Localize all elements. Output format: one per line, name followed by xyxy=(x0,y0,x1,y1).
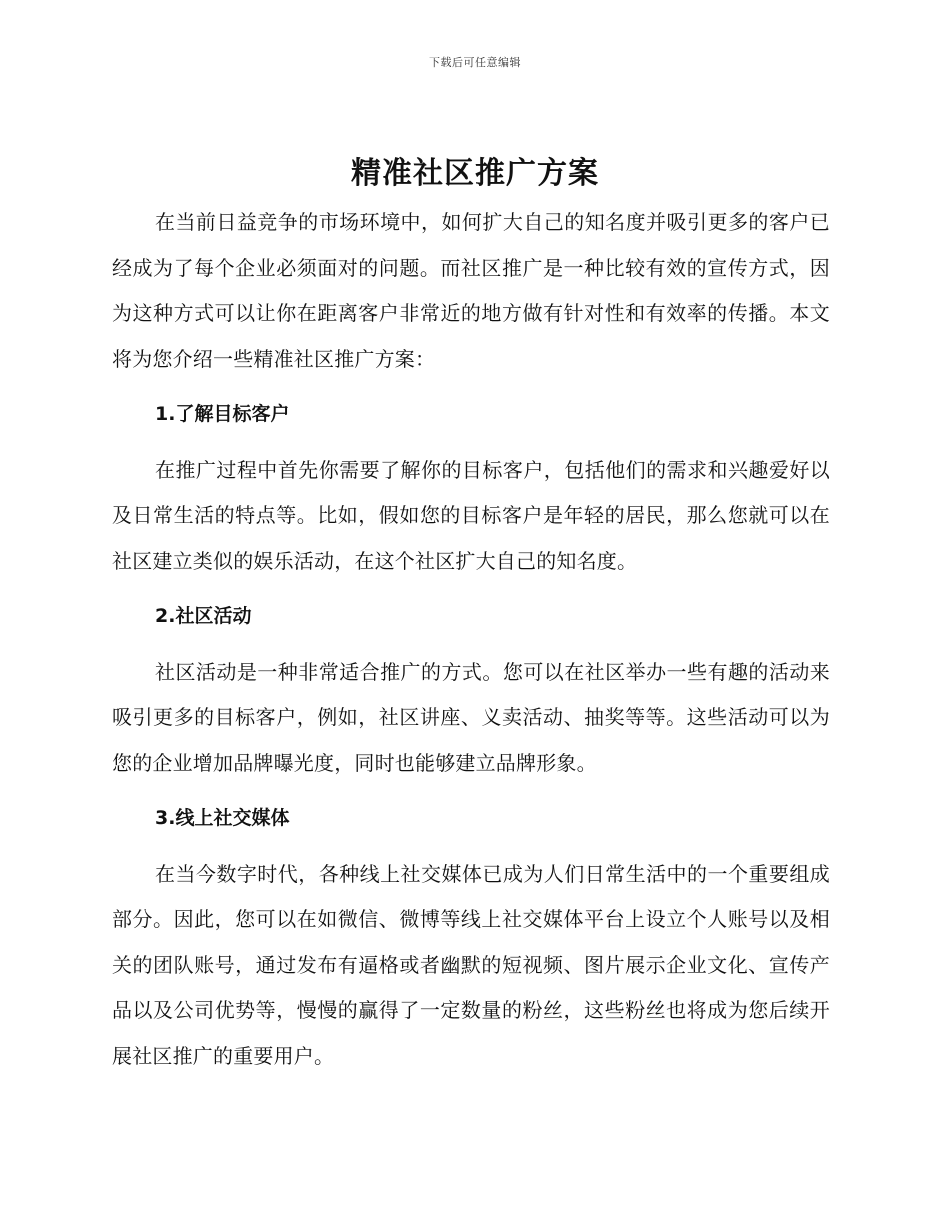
section-heading-community-activities: 2.社区活动 xyxy=(155,605,252,627)
intro-paragraph: 在当前日益竞争的市场环境中，如何扩大自己的知名度并吸引更多的客户已经成为了每个企业必须面对的问题。而社区推广是一种比较有效的宣传方式，因为这种方式可以让你在距离客户非常近的地方做有针对性和有效率的传播。本文将为您介绍一些精准社区推广方案： xyxy=(112,210,830,371)
document-body xyxy=(112,200,830,1079)
section-body-social-media: 在当今数字时代，各种线上社交媒体已成为人们日常生活中的一个重要组成部分。因此，您可以在如微信、微博等线上社交媒体平台上设立个人账号以及相关的团队账号，通过发布有逼格或者幽默的短视频、图片展示企业文化、宣传产品以及公司优势等，慢慢的赢得了一定数量的粉丝，这些粉丝也将成为您后续开展社区推广的重要用户。 xyxy=(112,861,830,1068)
section-heading-target-customers: 1.了解目标客户 xyxy=(155,403,290,425)
section-body-community-activities: 社区活动是一种非常适合推广的方式。您可以在社区举办一些有趣的活动来吸引更多的目标客户，例如，社区讲座、义卖活动、抽奖等等。这些活动可以为您的企业增加品牌曝光度，同时也能够建立品牌形象。 xyxy=(112,659,830,775)
header-note: 下载后可任意编辑 xyxy=(429,56,521,69)
section-body-target-customers: 在推广过程中首先你需要了解你的目标客户，包括他们的需求和兴趣爱好以及日常生活的特点等。比如，假如您的目标客户是年轻的居民，那么您就可以在社区建立类似的娱乐活动，在这个社区扩大自己的知名度。 xyxy=(112,457,830,573)
document-title: 精准社区推广方案 xyxy=(351,156,599,191)
section-heading-social-media: 3.线上社交媒体 xyxy=(155,807,290,829)
